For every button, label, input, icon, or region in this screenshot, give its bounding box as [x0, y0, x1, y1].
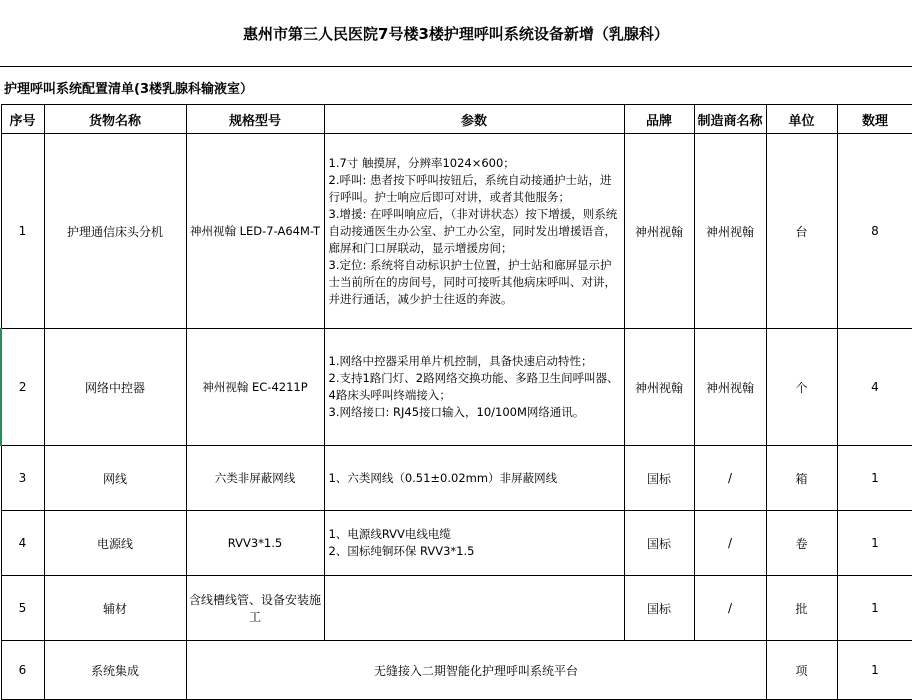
cell-model: 神州视翰 EC-4211P: [186, 329, 324, 446]
cell-qty: 1: [837, 641, 912, 700]
header-no: 序号: [1, 105, 44, 134]
cell-params: 1、六类网线（0.51±0.02mm）非屏蔽网线: [324, 446, 624, 511]
table-row: [1, 641, 912, 700]
table-row: [1, 134, 912, 329]
cell-unit: 箱: [766, 446, 837, 511]
header-row: [1, 105, 912, 134]
header-model: 规格型号: [186, 105, 324, 134]
section-subtitle: 护理呼叫系统配置清单(3楼乳腺科输液室）: [4, 82, 253, 97]
cell-unit: 批: [766, 576, 837, 641]
header-brand: 品牌: [624, 105, 694, 134]
header-name: 货物名称: [44, 105, 186, 134]
cell-merged-description: 无缝接入二期智能化护理呼叫系统平台: [186, 641, 766, 700]
cell-brand: 国标: [624, 576, 694, 641]
cell-unit: 卷: [766, 511, 837, 576]
cell-maker: /: [694, 446, 766, 511]
cell-maker: 神州视翰: [694, 329, 766, 446]
cell-brand: 国标: [624, 511, 694, 576]
cell-model: 六类非屏蔽网线: [186, 446, 324, 511]
cell-unit: 个: [766, 329, 837, 446]
cell-name: 系统集成: [44, 641, 186, 700]
table-row: [1, 446, 912, 511]
cell-params: 1.网络中控器采用单片机控制，具备快速启动特性； 2.支持1路门灯、2路网络交换功能、多路卫生间呼叫器、4路床头呼叫终端接入； 3.网络接口: RJ45接口输入，10/100M网络通讯。: [324, 329, 624, 446]
cell-no: 2: [1, 329, 44, 446]
cell-no: 3: [1, 446, 44, 511]
cell-no: 5: [1, 576, 44, 641]
table-row: [1, 329, 912, 446]
table-row: [1, 511, 912, 576]
cell-maker: /: [694, 511, 766, 576]
cell-model: 含线槽线管、设备安装施工: [186, 576, 324, 641]
header-qty: 数理: [837, 105, 912, 134]
cell-unit: 项: [766, 641, 837, 700]
cell-qty: 4: [837, 329, 912, 446]
cell-params: 1、电源线RVV电线电缆 2、国标纯铜环保 RVV3*1.5: [324, 511, 624, 576]
cell-brand: 神州视翰: [624, 134, 694, 329]
cell-name: 网线: [44, 446, 186, 511]
cell-name: 护理通信床头分机: [44, 134, 186, 329]
page-title: 惠州市第三人民医院7号楼3楼护理呼叫系统设备新增（乳腺科）: [0, 0, 912, 67]
cell-no: 1: [1, 134, 44, 329]
header-params: 参数: [324, 105, 624, 134]
cell-qty: 1: [837, 576, 912, 641]
cell-model: 神州视翰 LED-7-A64M-T: [186, 134, 324, 329]
cell-qty: 1: [837, 511, 912, 576]
cell-params: [324, 576, 624, 641]
cell-name: 网络中控器: [44, 329, 186, 446]
cell-unit: 台: [766, 134, 837, 329]
cell-qty: 8: [837, 134, 912, 329]
cell-qty: 1: [837, 446, 912, 511]
cell-name: 电源线: [44, 511, 186, 576]
cell-maker: 神州视翰: [694, 134, 766, 329]
cell-no: 4: [1, 511, 44, 576]
header-unit: 单位: [766, 105, 837, 134]
cell-maker: /: [694, 576, 766, 641]
cell-name: 辅材: [44, 576, 186, 641]
table-row: [1, 576, 912, 641]
cell-no: 6: [1, 641, 44, 700]
cell-brand: 神州视翰: [624, 329, 694, 446]
header-maker: 制造商名称: [694, 105, 766, 134]
cell-brand: 国标: [624, 446, 694, 511]
equipment-table: [0, 104, 912, 700]
cell-model: RVV3*1.5: [186, 511, 324, 576]
cell-params: 1.7寸 触摸屏，分辨率1024×600； 2.呼叫: 患者按下呼叫按钮后，系统自动接通护士站，进行呼叫。护士响应后即可对讲，或者其他服务； 3.增援: 在呼叫响应后，（非对讲状态）按下增援，则系统自动接通医生办公室、护工办公室，同时发出增援语音，廊屏和门口屏联动，显示增援房间； 3.定位: 系统将自动标识护士位置，护士站和廊屏显示护士当前所在的房间号，同时可接听其他病床呼叫、对讲，并进行通话，减少护士往返的奔波。: [324, 134, 624, 329]
